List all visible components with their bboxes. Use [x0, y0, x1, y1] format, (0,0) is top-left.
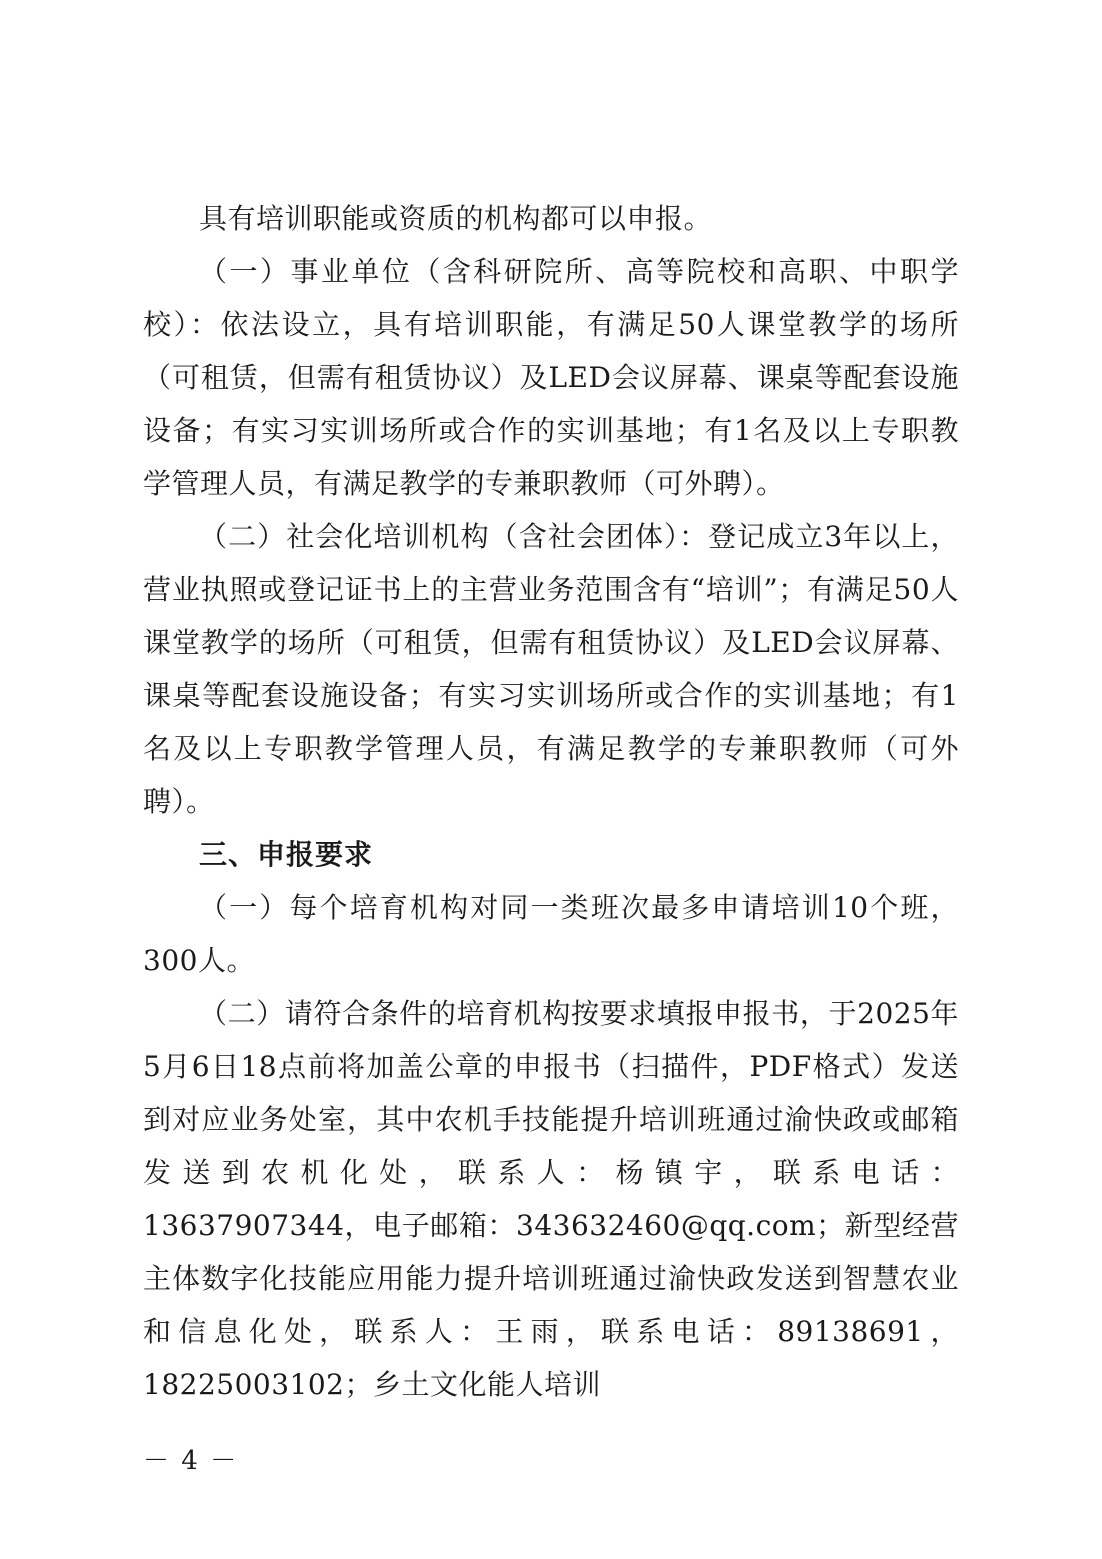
requirement-item-1: （一）每个培育机构对同一类班次最多申请培训10个班，300人。 — [143, 891, 959, 977]
paragraph-social-training-institutions: （二）社会化培训机构（含社会团体）：登记成立3年以上，营业执照或登记证书上的主营业务范围含有“培训”；有满足50人课堂教学的场所（可租赁，但需有租赁协议）及LED会议屏幕、课桌等配套设施设备；有实习实训场所或合作的实训基地；有1名及以上专职教学管理人员，有满足教学的专兼职教师（可外聘）。 — [143, 520, 959, 818]
document-body — [143, 192, 959, 1411]
paragraph-eligibility: 具有培训职能或资质的机构都可以申报。 — [199, 202, 713, 235]
section-heading: 三、申报要求 — [199, 838, 374, 871]
page-number: － 4 － — [143, 1446, 239, 1476]
requirement-item-2: （二）请符合条件的培育机构按要求填报申报书，于2025年5月6日18点前将加盖公章的申报书（扫描件，PDF格式）发送到对应业务处室，其中农机手技能提升培训班通过渝快政或邮箱发送到农机化处，联系人：杨镇宇，联系电话：13637907344，电子邮箱：343632460@qq.com；新型经营主体数字化技能应用能力提升培训班通过渝快政发送到智慧农业和信息化处，联系人：王雨，联系电话：89138691，18225003102；乡土文化能人培训 — [143, 997, 959, 1401]
paragraph-public-institutions: （一）事业单位（含科研院所、高等院校和高职、中职学校）：依法设立，具有培训职能，有满足50人课堂教学的场所（可租赁，但需有租赁协议）及LED会议屏幕、课桌等配套设施设备；有实习实训场所或合作的实训基地；有1名及以上专职教学管理人员，有满足教学的专兼职教师（可外聘）。 — [143, 255, 959, 500]
